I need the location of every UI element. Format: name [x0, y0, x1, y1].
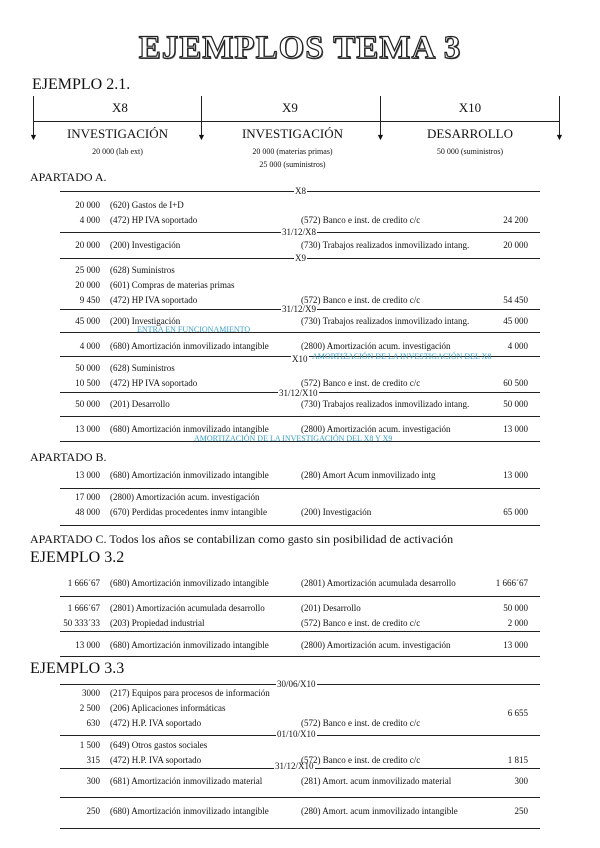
divider — [60, 631, 540, 632]
debit-amount: 17 000 — [75, 492, 100, 502]
credit-account: (281) Amort. acum inmovilizado material — [301, 776, 452, 786]
debit-account: (472) HP IVA soportado — [110, 295, 198, 305]
credit-account: (280) Amort Acum inmovilizado intg — [301, 470, 436, 480]
debit-account: (680) Amortización inmovilizado intangible — [110, 806, 269, 816]
annotation-note: AMORTIZACIÓN DE LA INVESTIGACIÓN DEL X8 — [312, 352, 492, 361]
credit-account: (280) Amort. acum inmovilizado intangible — [301, 806, 458, 816]
timeline-tick — [380, 96, 381, 136]
credit-amount: 250 — [514, 806, 528, 816]
heading-apartado-c: APARTADO C. Todos los años se contabilizan como gasto sin posibilidad de activación — [30, 532, 454, 546]
column-name: INVESTIGACIÓN — [241, 126, 344, 141]
debit-account: (2801) Amortización acumulada desarrollo — [110, 603, 265, 613]
debit-account: (206) Aplicaciones informáticas — [110, 703, 226, 713]
credit-amount: 60 500 — [503, 378, 528, 388]
column-detail: 20 000 (lab ext) — [92, 147, 143, 156]
debit-account: (201) Desarrollo — [110, 399, 170, 409]
date-label: 31/12/X8 — [282, 227, 317, 237]
timeline-tick — [559, 96, 560, 136]
debit-amount: 1 666´67 — [67, 603, 100, 613]
debit-amount: 4 000 — [79, 341, 100, 351]
debit-account: (670) Perdidas procedentes inmv intangible — [110, 507, 267, 517]
debit-account: (649) Otros gastos sociales — [110, 740, 208, 750]
debit-amount: 9 450 — [79, 295, 100, 305]
debit-amount: 50 000 — [75, 363, 100, 373]
debit-amount: 13 000 — [75, 470, 100, 480]
debit-amount: 13 000 — [75, 424, 100, 434]
debit-account: (620) Gastos de I+D — [110, 200, 184, 210]
debit-amount: 250 — [86, 806, 100, 816]
annotation-note: ENTRA EN FUNCIONAMIENTO — [137, 325, 251, 334]
debit-amount: 45 000 — [75, 316, 100, 326]
heading-ejemplo-3-3: EJEMPLO 3.3 — [30, 660, 125, 677]
credit-amount: 4 000 — [507, 341, 528, 351]
debit-account: (203) Propiedad industrial — [110, 618, 205, 628]
credit-account: (2800) Amortización acum. investigación — [301, 341, 451, 351]
timeline-tick — [201, 96, 202, 136]
credit-account: (2801) Amortización acumulada desarrollo — [301, 578, 456, 588]
divider — [60, 525, 540, 526]
arrow-down-icon: ▼ — [29, 132, 38, 142]
credit-amount: 50 000 — [503, 603, 528, 613]
debit-account: (681) Amortización inmovilizado material — [110, 776, 263, 786]
debit-account: (472) H.P. IVA soportado — [110, 718, 202, 728]
debit-account: (601) Compras de materias primas — [110, 280, 235, 290]
debit-account: (680) Amortización inmovilizado intangible — [110, 470, 269, 480]
debit-amount: 25 000 — [75, 265, 100, 275]
divider — [60, 488, 540, 489]
column-name: INVESTIGACIÓN — [66, 126, 169, 141]
debit-amount: 10 500 — [75, 378, 100, 388]
timeline-tick — [33, 96, 34, 136]
debit-account: (680) Amortización inmovilizado intangible — [110, 578, 269, 588]
divider — [60, 797, 540, 798]
credit-amount: 13 000 — [503, 640, 528, 650]
debit-amount: 50 000 — [75, 399, 100, 409]
credit-amount: 1 815 — [507, 755, 528, 765]
column-detail: 50 000 (suministros) — [436, 147, 504, 156]
credit-amount: 300 — [514, 776, 528, 786]
credit-account: (572) Banco e inst. de credito c/c — [301, 295, 421, 305]
credit-account: (730) Trabajos realizados inmovilizado intang. — [301, 316, 470, 326]
debit-account: (217) Equipos para procesos de información — [110, 688, 270, 698]
debit-account: (680) Amortización inmovilizado intangible — [110, 424, 269, 434]
credit-account: (572) Banco e inst. de credito c/c — [301, 755, 421, 765]
arrow-down-icon: ▼ — [376, 132, 385, 142]
period-x10: X10 — [458, 100, 482, 115]
column-name: DESARROLLO — [427, 126, 513, 141]
debit-account: (472) H.P. IVA soportado — [110, 755, 202, 765]
arrow-down-icon: ▼ — [555, 132, 564, 142]
credit-amount: 50 000 — [503, 399, 528, 409]
debit-amount: 20 000 — [75, 280, 100, 290]
debit-account: (680) Amortización inmovilizado intangible — [110, 640, 269, 650]
date-label: X10 — [292, 354, 308, 364]
divider — [60, 416, 540, 417]
period-x9: X9 — [282, 100, 298, 115]
credit-amount: 2 000 — [507, 618, 528, 628]
credit-amount: 54 450 — [503, 295, 528, 305]
heading-ejemplo-2-1: EJEMPLO 2.1. — [32, 76, 131, 93]
timeline-axis — [33, 121, 560, 122]
debit-amount: 20 000 — [75, 240, 100, 250]
date-label: 30/06/X10 — [277, 679, 316, 689]
debit-account: (680) Amortización inmovilizado intangible — [110, 341, 269, 351]
credit-amount: 24 200 — [503, 215, 528, 225]
column-detail: 20 000 (materias primas) — [252, 147, 333, 156]
heading-apartado-a: APARTADO A. — [30, 170, 107, 184]
credit-account: (572) Banco e inst. de credito c/c — [301, 378, 421, 388]
credit-account: (572) Banco e inst. de credito c/c — [301, 718, 421, 728]
credit-amount: 45 000 — [503, 316, 528, 326]
debit-account: (628) Suministros — [110, 363, 175, 373]
divider — [60, 656, 540, 657]
credit-account: (200) Investigación — [301, 507, 372, 517]
date-label: 31/12/X10 — [275, 761, 314, 771]
credit-amount: 6 655 — [507, 708, 528, 718]
credit-account: (201) Desarrollo — [301, 603, 361, 613]
credit-amount: 13 000 — [503, 424, 528, 434]
credit-amount: 13 000 — [503, 470, 528, 480]
credit-account: (2800) Amortización acum. investigación — [301, 640, 451, 650]
divider — [60, 596, 540, 597]
debit-amount: 13 000 — [75, 640, 100, 650]
debit-amount: 2 500 — [79, 703, 100, 713]
debit-amount: 630 — [86, 718, 100, 728]
heading-apartado-b: APARTADO B. — [30, 450, 107, 464]
debit-account: (472) HP IVA soportado — [110, 215, 198, 225]
date-label: 31/12/X10 — [279, 388, 318, 398]
date-label: X8 — [295, 186, 306, 196]
annotation-note: AMORTIZACIÓN DE LA INVESTIGACIÓN DEL X8 Y X9 — [194, 434, 393, 443]
debit-amount: 1 666´67 — [67, 578, 100, 588]
credit-amount: 1 666´67 — [495, 578, 528, 588]
credit-amount: 65 000 — [503, 507, 528, 517]
date-label: X9 — [295, 253, 306, 263]
debit-account: (472) HP IVA soportado — [110, 378, 198, 388]
date-label: 01/10/X10 — [277, 729, 316, 739]
debit-account: (200) Investigación — [110, 240, 181, 250]
debit-account: (200) Investigación — [110, 316, 181, 326]
debit-amount: 3000 — [82, 688, 100, 698]
credit-account: (2800) Amortización acum. investigación — [301, 424, 451, 434]
credit-account: (572) Banco e inst. de credito c/c — [301, 215, 421, 225]
heading-ejemplo-3-2: EJEMPLO 3.2 — [30, 549, 125, 566]
credit-account: (572) Banco e inst. de credito c/c — [301, 618, 421, 628]
page-title: EJEMPLOS TEMA 3 — [138, 30, 462, 66]
debit-amount: 300 — [86, 776, 100, 786]
debit-amount: 1 500 — [79, 740, 100, 750]
debit-account: (628) Suministros — [110, 265, 175, 275]
date-label: 31/12/X9 — [282, 304, 317, 314]
divider — [60, 828, 540, 829]
divider — [60, 332, 540, 333]
column-detail: 25 000 (suministros) — [259, 160, 326, 169]
debit-amount: 315 — [86, 755, 100, 765]
debit-amount: 4 000 — [79, 215, 100, 225]
debit-amount: 48 000 — [75, 507, 100, 517]
credit-amount: 20 000 — [503, 240, 528, 250]
period-x8: X8 — [112, 100, 128, 115]
debit-amount: 20 000 — [75, 200, 100, 210]
debit-amount: 50 333´33 — [63, 618, 100, 628]
credit-account: (730) Trabajos realizados inmovilizado intang. — [301, 240, 470, 250]
debit-account: (2800) Amortización acum. investigación — [110, 492, 260, 502]
arrow-down-icon: ▼ — [197, 132, 206, 142]
credit-account: (730) Trabajos realizados inmovilizado intang. — [301, 399, 470, 409]
